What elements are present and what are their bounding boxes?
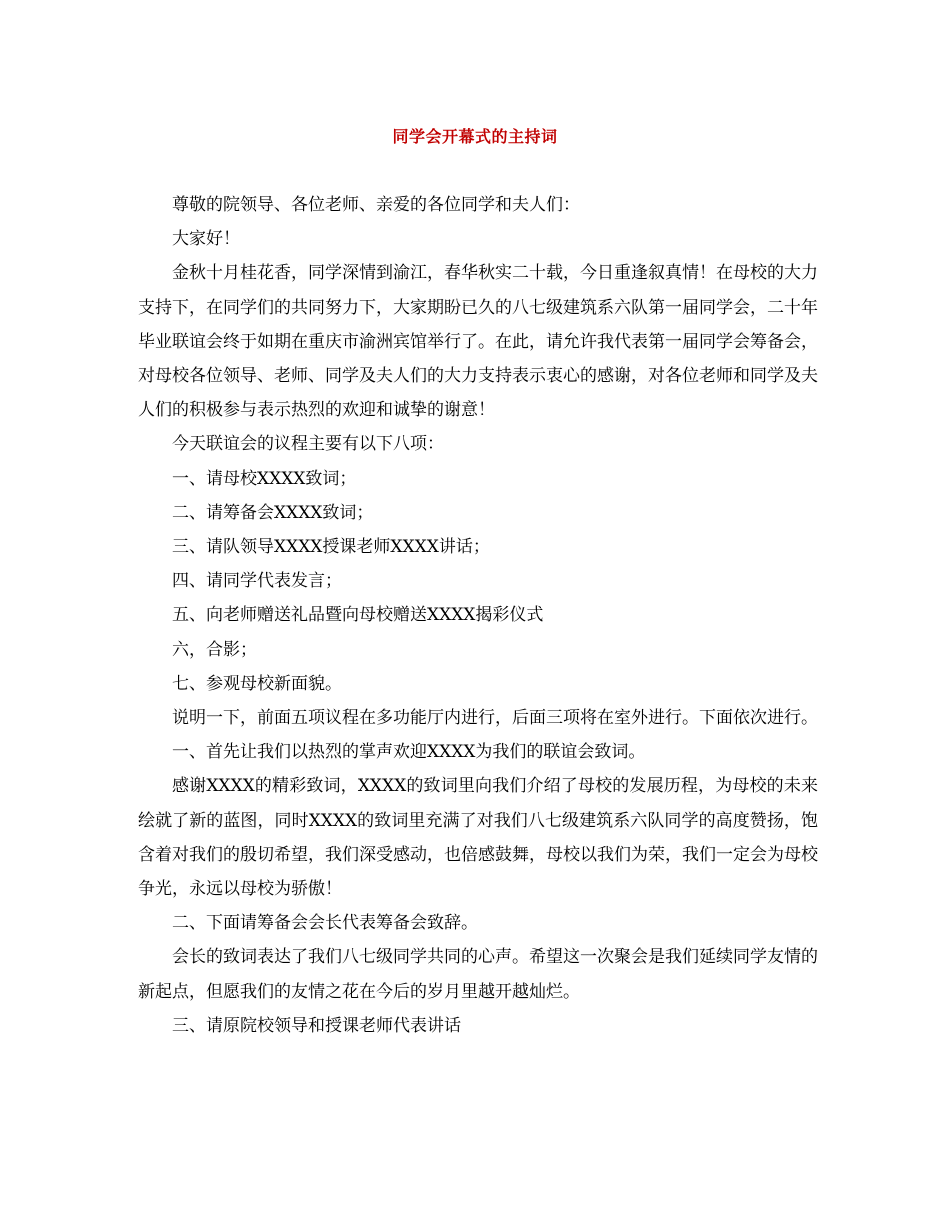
paragraph-step-3: 三、请原院校领导和授课老师代表讲话 bbox=[172, 1015, 461, 1036]
agenda-item-5: 五、向老师赠送礼品暨向母校赠送XXXX揭彩仪式 bbox=[172, 605, 544, 626]
agenda-item-7: 七、参观母校新面貌。 bbox=[172, 673, 342, 694]
agenda-item-4: 四、请同学代表发言； bbox=[172, 571, 342, 592]
paragraph-explanation: 说明一下，前面五项议程在多功能厅内进行，后面三项将在室外进行。下面依次进行。 bbox=[172, 708, 818, 729]
paragraph-thanks: 感谢XXXX的精彩致词，XXXX的致词里向我们介绍了母校的发展历程，为母校的未来绘就了新的蓝图，同时XXXX的致词里充满了对我们八七级建筑系六队同学的高度赞扬，饱含着对我们的殷切希望，我们深受感动，也倍感鼓舞，母校以我们为荣，我们一定会为母校争光，永远以母校为骄傲！ bbox=[138, 776, 818, 900]
agenda-item-2: 二、请筹备会XXXX致词； bbox=[172, 502, 374, 523]
document-title: 同学会开幕式的主持词 bbox=[392, 127, 558, 146]
document-body bbox=[138, 188, 818, 1043]
paragraph-opening: 金秋十月桂花香，同学深情到渝江，春华秋实二十载，今日重逢叙真情！在母校的大力支持下，在同学们的共同努力下，大家期盼已久的八七级建筑系六队第一届同学会，二十年毕业联谊会终于如期在重庆市渝洲宾馆举行了。在此，请允许我代表第一届同学会筹备会，对母校各位领导、老师、同学及夫人们的大力支持表示衷心的感谢，对各位老师和同学及夫人们的积极参与表示热烈的欢迎和诚挚的谢意！ bbox=[138, 263, 818, 421]
agenda-item-1: 一、请母校XXXX致词； bbox=[172, 468, 357, 489]
paragraph-president-speech: 会长的致词表达了我们八七级同学共同的心声。希望这一次聚会是我们延续同学友情的新起点，但愿我们的友情之花在今后的岁月里越开越灿烂。 bbox=[138, 947, 818, 1002]
agenda-item-3: 三、请队领导XXXX授课老师XXXX讲话； bbox=[172, 537, 490, 558]
paragraph-salutation: 尊敬的院领导、各位老师、亲爱的各位同学和夫人们： bbox=[172, 195, 580, 215]
paragraph-agenda-intro: 今天联谊会的议程主要有以下八项： bbox=[172, 434, 444, 455]
paragraph-step-1: 一、首先让我们以热烈的掌声欢迎XXXX为我们的联谊会致词。 bbox=[172, 742, 646, 763]
agenda-item-6: 六，合影； bbox=[172, 639, 257, 660]
paragraph-step-2: 二、下面请筹备会会长代表筹备会致辞。 bbox=[172, 913, 478, 934]
paragraph-greeting: 大家好！ bbox=[172, 229, 240, 250]
